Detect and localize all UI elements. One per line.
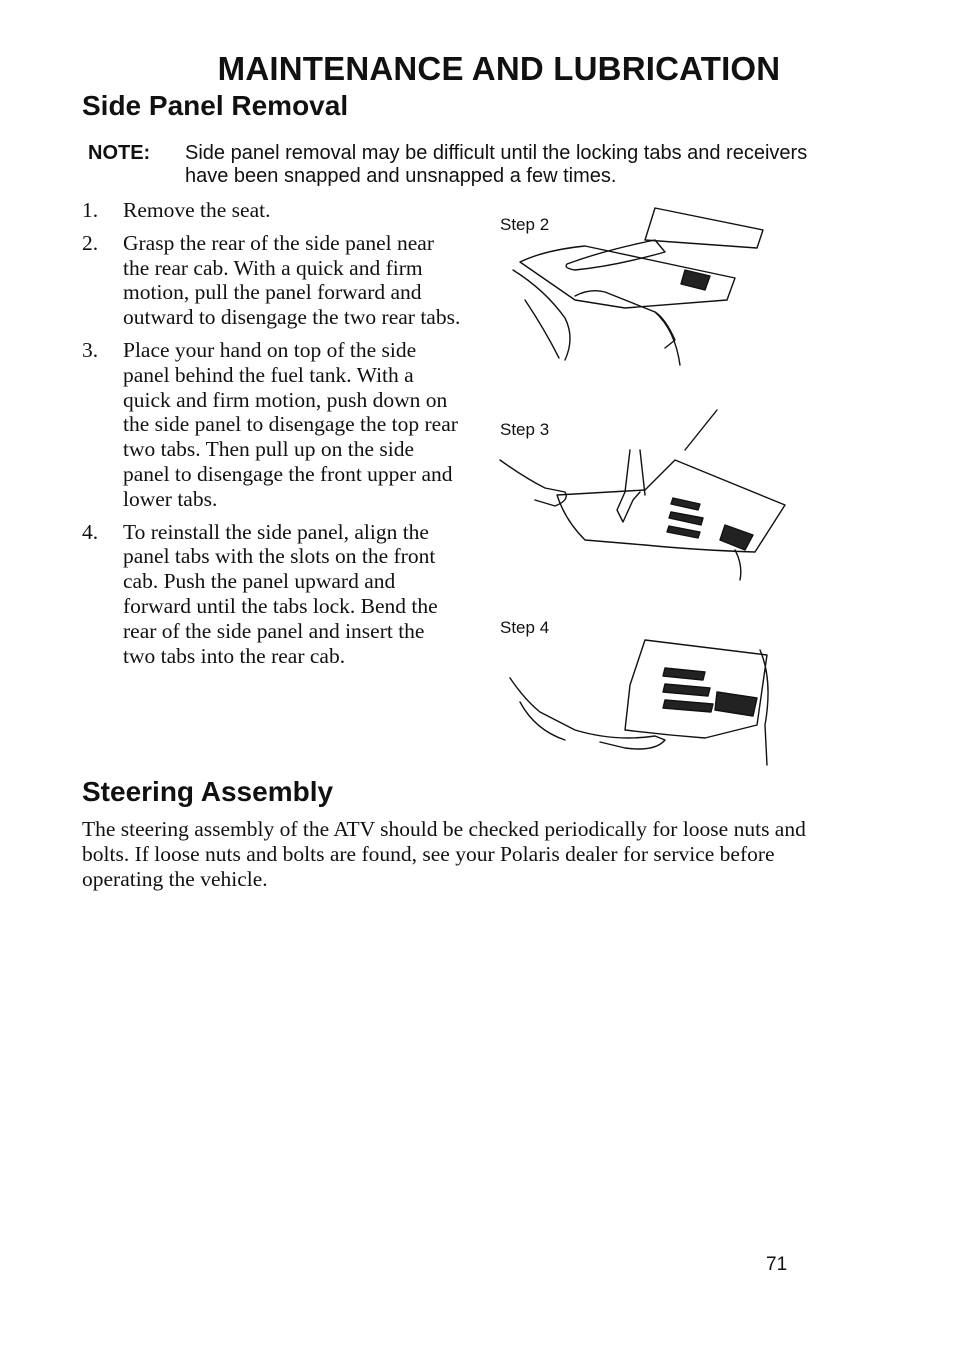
figure-label-step-4: Step 4 — [500, 618, 550, 637]
note-text: Side panel removal may be difficult until the locking tabs and receivers have been snapped and unsnapped a few times. — [185, 142, 808, 187]
figure-label-step-2: Step 2 — [500, 215, 550, 234]
step-number: 1. — [82, 198, 99, 222]
section-title-steering: Steering Assembly — [82, 776, 334, 807]
page-number: 71 — [766, 1254, 788, 1275]
step-4-illustration — [505, 630, 785, 770]
step-text: Remove the seat. — [123, 198, 271, 222]
step-number: 4. — [82, 519, 99, 544]
section-title-side-panel: Side Panel Removal — [82, 90, 349, 121]
step-item — [82, 231, 462, 330]
figure-label-step-3: Step 3 — [500, 420, 550, 439]
step-number: 2. — [82, 230, 99, 255]
step-number: 3. — [82, 337, 99, 362]
step-text: Place your hand on top of the side panel behind the fuel tank. With a quick and firm motion, push down on the side panel to disengage the top rear two tabs. Then pull up on the side panel to disengage the front upper and lower tabs. — [123, 337, 458, 511]
step-item — [82, 338, 462, 512]
note-label: NOTE: — [88, 142, 151, 164]
step-text: To reinstall the side panel, align the panel tabs with the slots on the front cab. Push the panel upward and forward until the tabs lock. Bend the rear of the side panel and insert the two tabs into the rear cab. — [123, 519, 438, 668]
step-3-illustration — [495, 400, 795, 585]
steering-paragraph: The steering assembly of the ATV should be checked periodically for loose nuts and bolts. If loose nuts and bolts are found, see your Polaris dealer for service before operating the vehicle. — [82, 817, 806, 891]
step-item — [82, 520, 462, 669]
chapter-title: MAINTENANCE AND LUBRICATION — [217, 50, 781, 87]
step-2-illustration — [505, 200, 775, 370]
step-text: Grasp the rear of the side panel near the rear cab. With a quick and firm motion, pull the panel forward and outward to disengage the two rear tabs. — [123, 230, 461, 330]
step-item — [82, 198, 462, 223]
step-list — [82, 198, 462, 676]
